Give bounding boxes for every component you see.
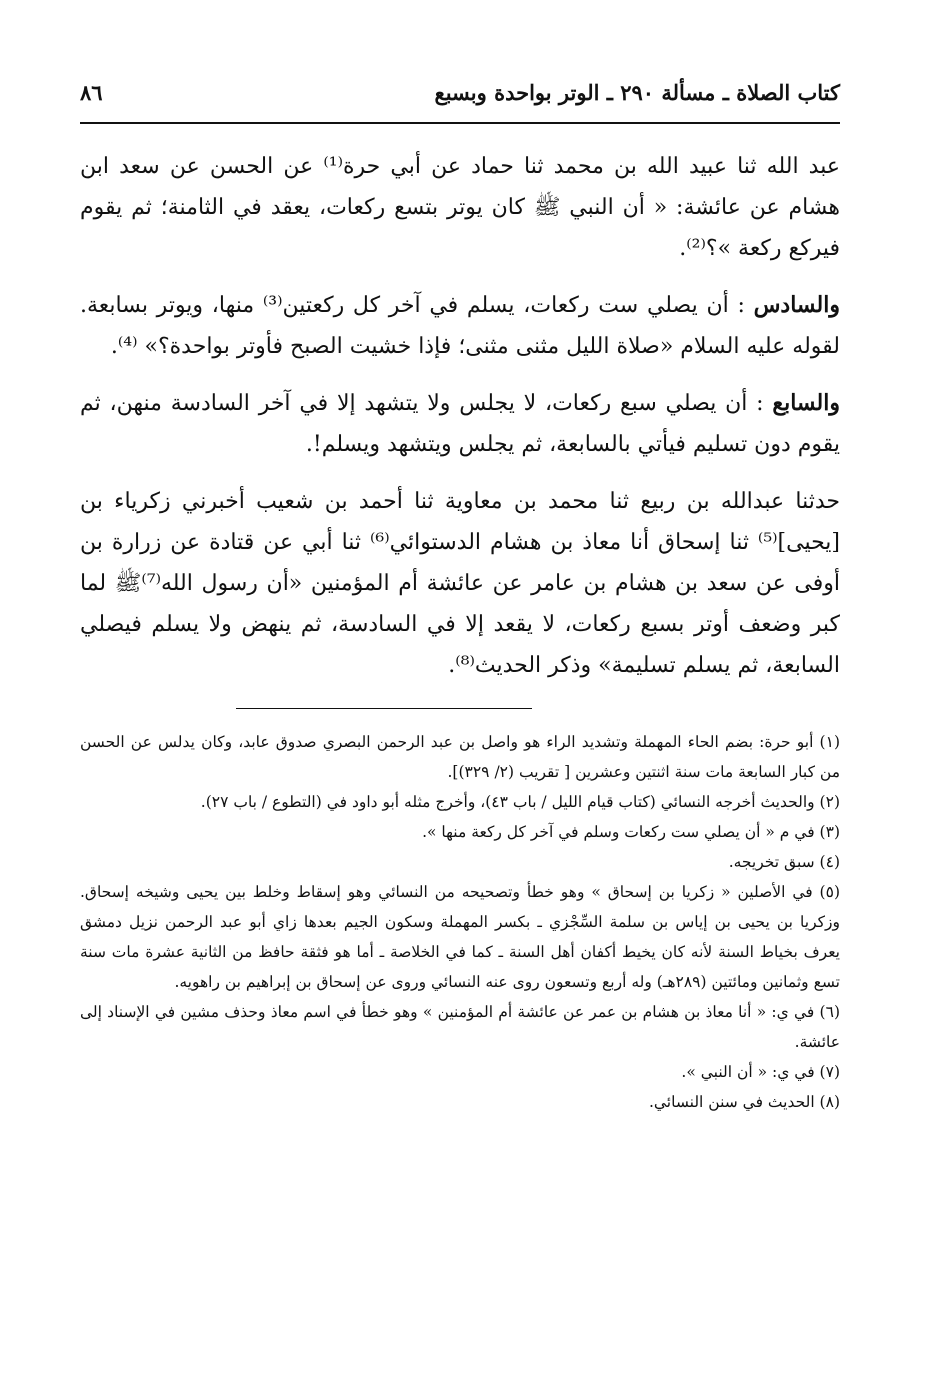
paragraph-2-text: : أن يصلي ست ركعات، يسلم في آخر كل ركعتين⁽³⁾ منها، ويوتر بسابعة. لقوله عليه السلام «صلاة الليل مثنى مثنى؛ فإذا خشيت الصبح فأوتر بواحدة؟» ⁽⁴⁾. xyxy=(80,293,840,359)
footnotes xyxy=(80,727,840,1117)
footnote-8: (٨) الحديث في سنن النسائي. xyxy=(648,1093,840,1111)
paragraph-3-label: والسابع xyxy=(772,390,840,416)
footnote-4: (٤) سبق تخريجه. xyxy=(728,853,840,871)
footnote-2: (٢) والحديث أخرجه النسائي (كتاب قيام الليل / باب ٤٣)، وأخرج مثله أبو داود في (التطوع / باب ٢٧). xyxy=(200,793,840,811)
footnote-3: (٣) في م « أن يصلي ست ركعات وسلم في آخر كل ركعة منها ». xyxy=(422,823,840,841)
footnote-6: (٦) في ي: « أنا معاذ بن هشام بن عمر عن عائشة أم المؤمنين » وهو خطأ في اسم معاذ وحذف مشين في الإسناد إلى عائشة. xyxy=(80,1003,840,1051)
page-header xyxy=(80,80,840,120)
running-title: كتاب الصلاة ـ مسألة ٢٩٠ ـ الوتر بواحدة وبسبع xyxy=(434,80,840,105)
paragraph-3 xyxy=(80,383,840,465)
paragraph-3-text: : أن يصلي سبع ركعات، لا يجلس ولا يتشهد إلا في آخر السادسة منهن، ثم يقوم دون تسليم فيأتي بالسابعة، ثم يجلس ويتشهد ويسلم!. xyxy=(80,391,840,457)
paragraph-4: حدثنا عبدالله بن ربيع ثنا محمد بن معاوية ثنا أحمد بن شعيب أخبرني زكرياء بن [يحيى]⁽⁵⁾ ثنا إسحاق أنا معاذ بن هشام الدستوائي⁽⁶⁾ ثنا أبي عن قتادة عن زرارة بن أوفى عن سعد بن هشام بن عامر عن عائشة أم المؤمنين «أن رسول الله⁽⁷⁾ﷺ لما كبر وضعف أوتر بسبع ركعات، لا يقعد إلا في السادسة، ثم ينهض ولا يسلم فيصلي السابعة، ثم يسلم تسليمة» وذكر الحديث⁽⁸⁾. xyxy=(80,489,841,678)
paragraph-1: عبد الله ثنا عبيد الله بن محمد ثنا حماد عن أبي حرة⁽¹⁾ عن الحسن عن سعد ابن هشام عن عائشة: « أن النبي ﷺ كان يوتر بتسع ركعات، يعقد في الثامنة؛ ثم يقوم فيركع ركعة »؟⁽²⁾. xyxy=(80,154,840,261)
header-rule xyxy=(80,122,840,124)
footnote-7: (٧) في ي: « أن النبي ». xyxy=(681,1063,840,1081)
paragraph-2 xyxy=(80,285,840,367)
paragraph-2-label: والسادس xyxy=(753,292,840,318)
footnote-5: (٥) في الأصلين « زكريا بن إسحاق » وهو خطأ وتصحيحه من النسائي وهو إسقاط وخلط بين يحيى وشيخه إسحاق. وزكريا بن يحيى بن إياس بن سلمة السِّجْزي ـ بكسر المهملة وسكون الجيم بعدها زاي أبو عبد الرحمن نزيل دمشق يعرف بخياط السنة لأنه كان يخيط أكفان أهل السنة ـ كما في الخلاصة ـ أما هو فثقة حافظ من الثانية عشرة مات سنة تسع وثمانين ومائتين (٢٨٩هـ) وله أربع وتسعون روى عنه النسائي وروى عن إسحاق بن إبراهيم بن راهويه. xyxy=(80,883,840,991)
footnote-separator xyxy=(236,708,532,709)
book-page xyxy=(80,80,840,1117)
footnote-1: (١) أبو حرة: بضم الحاء المهملة وتشديد الراء هو واصل بن عبد الرحمن البصري صدوق عابد، وكان يدلس عن الحسن من كبار السابعة مات سنة اثنتين وعشرين [ تقريب (٢/ ٣٢٩)]. xyxy=(80,733,840,781)
page-number: ٨٦ xyxy=(80,80,103,105)
main-text xyxy=(80,146,840,686)
